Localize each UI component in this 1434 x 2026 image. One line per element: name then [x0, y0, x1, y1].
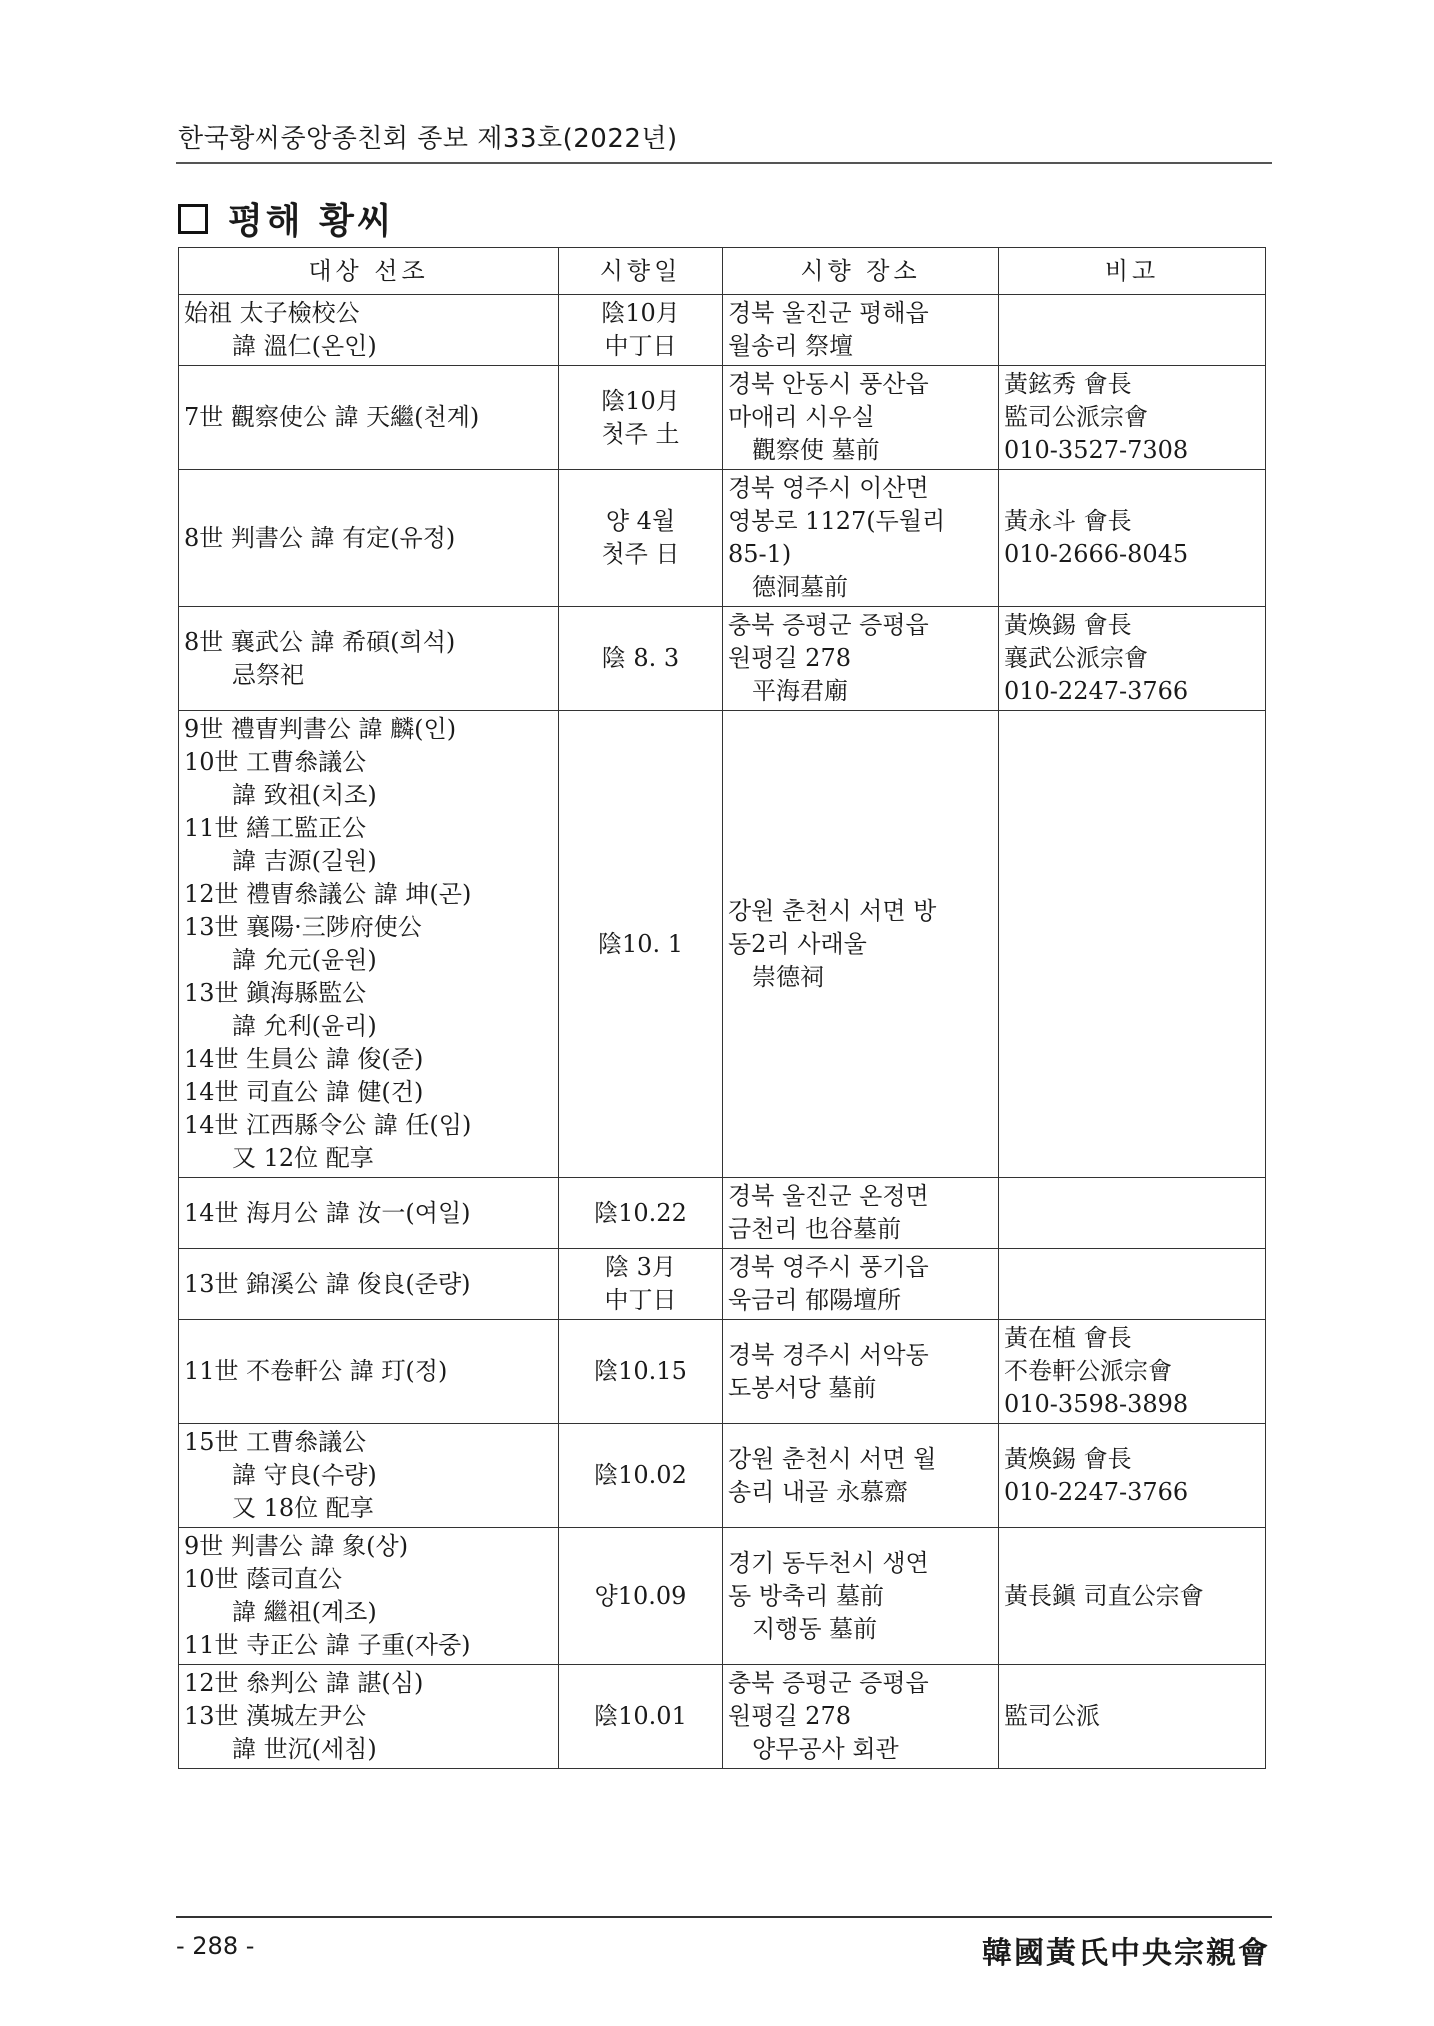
table-header-row [179, 248, 1266, 295]
cell-ancestor-line: 諱 世沉(세침) [184, 1735, 377, 1763]
cell-place [723, 1528, 999, 1665]
column-header-ancestor: 대상 선조 [179, 248, 559, 295]
cell-date [559, 295, 723, 366]
cell-place-line: 원평길 278 [728, 1702, 851, 1730]
cell-place [723, 1249, 999, 1320]
cell-date [559, 711, 723, 1178]
cell-ancestor [179, 1178, 559, 1249]
table-row [179, 1178, 1266, 1249]
cell-place-line: 경북 울진군 평해읍 [728, 299, 929, 327]
cell-date-line: 陰10.01 [594, 1702, 687, 1730]
page-number: - 288 - [176, 1932, 255, 1960]
cell-ancestor-line: 9世 禮曺判書公 諱 麟(인) [184, 715, 457, 743]
cell-date [559, 607, 723, 711]
cell-note [999, 607, 1266, 711]
table-row [179, 1665, 1266, 1769]
cell-date [559, 1528, 723, 1665]
cell-place-line: 월송리 祭壇 [728, 332, 854, 360]
cell-place-line: 충북 증평군 증평읍 [728, 611, 929, 639]
cell-date [559, 366, 723, 470]
cell-place [723, 607, 999, 711]
cell-date [559, 1320, 723, 1424]
cell-ancestor-line: 13世 鎭海縣監公 [184, 979, 367, 1007]
cell-ancestor [179, 1249, 559, 1320]
table-row [179, 607, 1266, 711]
cell-place-line: 양무공사 회관 [728, 1735, 899, 1763]
cell-ancestor-line: 諱 允利(윤리) [184, 1012, 377, 1040]
cell-note [999, 295, 1266, 366]
cell-date-line: 中丁日 [604, 1286, 677, 1314]
cell-ancestor [179, 295, 559, 366]
table-row [179, 1320, 1266, 1424]
cell-ancestor-line: 10世 蔭司直公 [184, 1565, 343, 1593]
cell-note-line: 不卷軒公派宗會 [1004, 1357, 1172, 1385]
publication-header: 한국황씨중앙종친회 종보 제33호(2022년) [178, 124, 678, 154]
cell-date-line: 양 4월 [605, 507, 676, 535]
cell-note-line: 黃永斗 會長 [1004, 507, 1132, 535]
cell-place [723, 295, 999, 366]
cell-ancestor [179, 1424, 559, 1528]
cell-note-line: 監司公派宗會 [1004, 403, 1148, 431]
cell-note [999, 1528, 1266, 1665]
cell-ancestor-line: 9世 判書公 諱 象(상) [184, 1532, 409, 1560]
cell-ancestor [179, 1320, 559, 1424]
cell-date-line: 陰 8. 3 [601, 644, 680, 672]
cell-ancestor-line: 13世 錦溪公 諱 俊良(준량) [184, 1269, 471, 1298]
cell-ancestor-line: 諱 溫仁(온인) [184, 332, 377, 360]
table-row [179, 1249, 1266, 1320]
cell-ancestor-line: 諱 允元(윤원) [184, 946, 377, 974]
cell-ancestor [179, 470, 559, 607]
cell-place-line: 경북 영주시 풍기읍 [728, 1253, 929, 1281]
cell-ancestor [179, 711, 559, 1178]
cell-place-line: 德洞墓前 [728, 573, 848, 601]
cell-ancestor [179, 1528, 559, 1665]
cell-place-line: 송리 내골 永慕齋 [728, 1477, 908, 1506]
cell-place-line: 지행동 墓前 [728, 1614, 878, 1643]
table-row [179, 295, 1266, 366]
header-divider [176, 162, 1272, 164]
cell-note-line: 010-2666-8045 [1004, 540, 1189, 568]
cell-date-line: 양10.09 [594, 1581, 687, 1610]
cell-place-line: 도봉서당 墓前 [728, 1373, 877, 1402]
section-title [178, 193, 395, 244]
cell-place-line: 동 방축리 墓前 [728, 1581, 884, 1610]
table-row [179, 366, 1266, 470]
cell-date [559, 470, 723, 607]
cell-place-line: 平海君廟 [728, 677, 848, 705]
cell-ancestor-line: 諱 致祖(치조) [184, 781, 377, 809]
cell-note-line: 010-3598-3898 [1004, 1390, 1189, 1418]
cell-place-line: 崇德祠 [728, 962, 824, 991]
cell-place-line: 영봉로 1127(두월리 [728, 507, 946, 535]
table-row [179, 1424, 1266, 1528]
cell-date [559, 1424, 723, 1528]
cell-date-line: 陰10.15 [594, 1357, 687, 1385]
cell-date-line: 陰10月 [601, 299, 680, 327]
memorial-schedule-table [178, 247, 1266, 1769]
publisher-name: 韓國黃氏中央宗親會 [982, 1936, 1270, 1971]
cell-place-line: 강원 춘천시 서면 월 [728, 1444, 937, 1473]
table-row [179, 711, 1266, 1178]
cell-note-line: 黃鉉秀 會長 [1004, 370, 1132, 398]
cell-ancestor-line: 12世 禮曺叅議公 諱 坤(곤) [184, 880, 472, 908]
cell-ancestor-line: 11世 寺正公 諱 子重(자중) [184, 1631, 471, 1659]
cell-place-line: 욱금리 郁陽壇所 [728, 1286, 902, 1314]
cell-note-line: 監司公派 [1004, 1702, 1100, 1730]
column-header-note: 비고 [999, 248, 1266, 295]
cell-ancestor-line: 忌祭祀 [184, 660, 304, 689]
cell-note-line: 黃煥錫 會長 [1004, 1444, 1132, 1473]
cell-date-line: 첫주 土 [601, 419, 680, 448]
footer-divider [176, 1916, 1272, 1918]
cell-ancestor-line: 14世 海月公 諱 汝一(여일) [184, 1198, 471, 1227]
table-body [179, 295, 1266, 1769]
cell-place-line: 마애리 시우실 [728, 403, 875, 431]
cell-ancestor [179, 1665, 559, 1769]
cell-ancestor [179, 607, 559, 711]
cell-ancestor-line: 15世 工曹叅議公 [184, 1428, 367, 1456]
table-row [179, 470, 1266, 607]
cell-ancestor-line: 又 12位 配享 [184, 1144, 374, 1172]
cell-place-line: 觀察使 墓前 [728, 436, 880, 464]
cell-date-line: 첫주 日 [601, 540, 680, 568]
cell-ancestor-line: 10世 工曹叅議公 [184, 748, 367, 776]
cell-note-line: 襄武公派宗會 [1004, 644, 1148, 672]
cell-place [723, 366, 999, 470]
cell-ancestor-line: 諱 繼祖(계조) [184, 1598, 377, 1626]
cell-note [999, 1249, 1266, 1320]
cell-place-line: 85-1) [728, 540, 792, 568]
cell-note-line: 黃煥錫 會長 [1004, 611, 1132, 639]
cell-note-line: 010-3527-7308 [1004, 436, 1189, 464]
cell-note [999, 711, 1266, 1178]
table-row [179, 1528, 1266, 1665]
cell-ancestor-line: 8世 判書公 諱 有定(유정) [184, 523, 456, 552]
cell-note [999, 1424, 1266, 1528]
cell-place-line: 경북 경주시 서악동 [728, 1340, 929, 1369]
cell-ancestor-line: 又 18位 配享 [184, 1494, 374, 1522]
cell-date-line: 陰 3月 [605, 1253, 676, 1281]
cell-note [999, 366, 1266, 470]
cell-place [723, 711, 999, 1178]
cell-date-line: 中丁日 [604, 332, 677, 360]
column-header-date: 시향일 [559, 248, 723, 295]
cell-note-line: 黃長鎭 司直公宗會 [1004, 1581, 1204, 1610]
cell-date-line: 陰10.02 [594, 1461, 687, 1489]
cell-note-line: 黃在植 會長 [1004, 1324, 1132, 1352]
cell-ancestor-line: 始祖 太子檢校公 [184, 299, 360, 327]
square-bullet-icon [178, 204, 208, 234]
cell-ancestor-line: 14世 司直公 諱 健(건) [184, 1078, 424, 1106]
cell-date-line: 陰10月 [601, 386, 680, 415]
cell-place-line: 경북 안동시 풍산읍 [728, 370, 929, 398]
section-title-text: 평해 황씨 [228, 201, 395, 242]
cell-place [723, 1665, 999, 1769]
cell-ancestor-line: 諱 守良(수량) [184, 1461, 377, 1489]
cell-place [723, 1424, 999, 1528]
cell-ancestor-line: 8世 襄武公 諱 希碩(희석) [184, 627, 456, 656]
cell-place-line: 금천리 也谷墓前 [728, 1215, 902, 1243]
cell-place-line: 동2리 사래울 [728, 929, 867, 958]
cell-place-line: 경북 울진군 온정면 [728, 1182, 929, 1210]
cell-place-line: 충북 증평군 증평읍 [728, 1669, 929, 1697]
cell-date-line: 陰10. 1 [597, 929, 684, 958]
cell-date-line: 陰10.22 [594, 1198, 687, 1227]
cell-note [999, 1178, 1266, 1249]
cell-ancestor-line: 11世 繕工監正公 [184, 814, 367, 842]
cell-note-line: 010-2247-3766 [1004, 677, 1189, 705]
cell-ancestor [179, 366, 559, 470]
cell-date [559, 1178, 723, 1249]
cell-date [559, 1665, 723, 1769]
cell-place [723, 1320, 999, 1424]
cell-ancestor-line: 諱 吉源(길원) [184, 847, 377, 875]
cell-place-line: 경기 동두천시 생연 [728, 1548, 929, 1577]
cell-place-line: 원평길 278 [728, 644, 851, 672]
cell-note [999, 470, 1266, 607]
cell-ancestor-line: 7世 觀察使公 諱 天繼(천계) [184, 403, 480, 431]
cell-ancestor-line: 14世 生員公 諱 俊(준) [184, 1045, 424, 1073]
cell-ancestor-line: 13世 襄陽·三陟府使公 [184, 913, 422, 941]
cell-note [999, 1320, 1266, 1424]
cell-ancestor-line: 11世 不卷軒公 諱 玎(정) [184, 1357, 448, 1385]
cell-place [723, 1178, 999, 1249]
column-header-place: 시향 장소 [723, 248, 999, 295]
cell-date [559, 1249, 723, 1320]
cell-place [723, 470, 999, 607]
cell-place-line: 경북 영주시 이산면 [728, 474, 929, 502]
cell-ancestor-line: 13世 漢城左尹公 [184, 1702, 367, 1730]
cell-note [999, 1665, 1266, 1769]
cell-ancestor-line: 12世 叅判公 諱 諶(심) [184, 1669, 424, 1697]
cell-note-line: 010-2247-3766 [1004, 1477, 1189, 1506]
cell-ancestor-line: 14世 江西縣令公 諱 任(임) [184, 1111, 472, 1139]
cell-place-line: 강원 춘천시 서면 방 [728, 896, 937, 925]
